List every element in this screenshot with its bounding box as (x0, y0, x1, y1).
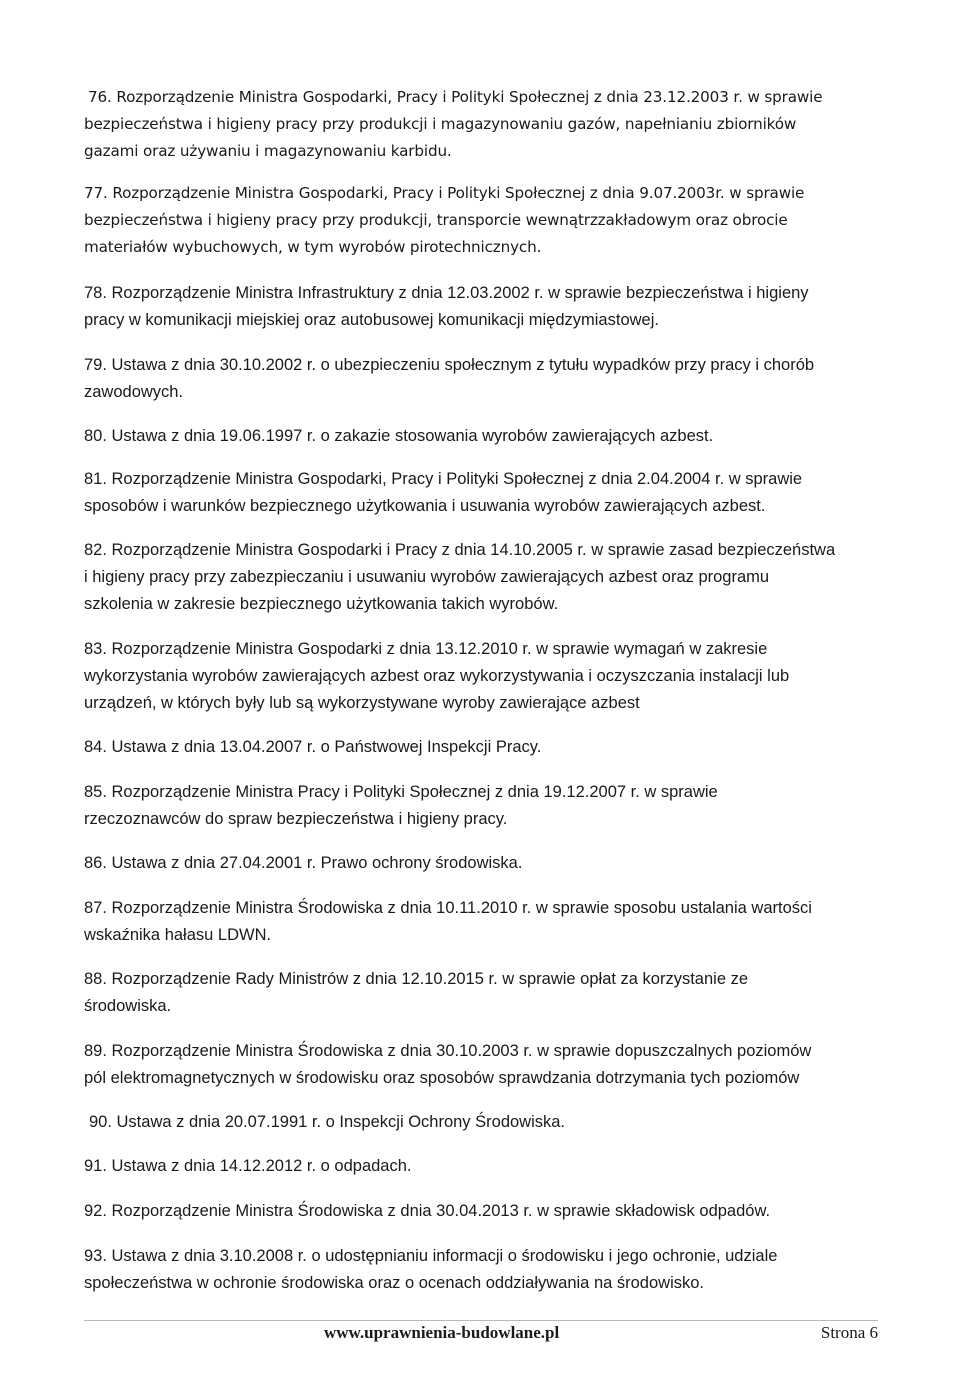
list-item-78 (84, 280, 874, 334)
list-item-line: 93. Ustawa z dnia 3.10.2008 r. o udostępnianiu informacji o środowisku i jego ochronie, udziale (84, 1247, 778, 1265)
list-item-79 (84, 352, 874, 406)
page-footer (84, 1320, 878, 1351)
list-item-line: 82. Rozporządzenie Ministra Gospodarki i Pracy z dnia 14.10.2005 r. w sprawie zasad bezpieczeństwa (84, 541, 836, 559)
list-item-line: pól elektromagnetycznych w środowisku oraz sposobów sprawdzania dotrzymania tych poziomów (84, 1069, 800, 1087)
list-item-93 (84, 1243, 874, 1297)
list-item-line: 87. Rozporządzenie Ministra Środowiska z dnia 10.11.2010 r. w sprawie sposobu ustalania wartości (84, 899, 812, 917)
list-item-line: bezpieczeństwa i higieny pracy przy produkcji, transporcie wewnątrzzakładowym oraz obrocie (84, 211, 788, 229)
list-item-line: 92. Rozporządzenie Ministra Środowiska z dnia 30.04.2013 r. w sprawie składowisk odpadów. (84, 1202, 771, 1220)
list-item-92 (84, 1198, 874, 1225)
list-item-line: 83. Rozporządzenie Ministra Gospodarki z dnia 13.12.2010 r. w sprawie wymagań w zakresie (84, 640, 768, 658)
list-item-line: 84. Ustawa z dnia 13.04.2007 r. o Państwowej Inspekcji Pracy. (84, 738, 542, 756)
list-item-line: szkolenia w zakresie bezpiecznego użytkowania takich wyrobów. (84, 595, 559, 613)
list-item-91 (84, 1153, 874, 1180)
list-item-80 (84, 423, 874, 450)
list-item-line: wskaźnika hałasu LDWN. (84, 926, 272, 944)
list-item-line: 88. Rozporządzenie Rady Ministrów z dnia 12.10.2015 r. w sprawie opłat za korzystanie ze (84, 970, 749, 988)
list-item-line: 81. Rozporządzenie Ministra Gospodarki, Pracy i Polityki Społecznej z dnia 2.04.2004 r. w sprawie (84, 470, 803, 488)
list-item-line: 79. Ustawa z dnia 30.10.2002 r. o ubezpieczeniu społecznym z tytułu wypadków przy pracy i chorób (84, 356, 815, 374)
list-item-89 (84, 1038, 874, 1092)
footer-website-url: www.uprawnienia-budowlane.pl (324, 1323, 560, 1342)
list-item-88 (84, 966, 874, 1020)
list-item-76 (84, 84, 874, 165)
list-item-81 (84, 466, 874, 520)
list-item-87 (84, 895, 874, 949)
list-item-line: 90. Ustawa z dnia 20.07.1991 r. o Inspekcji Ochrony Środowiska. (89, 1113, 566, 1131)
list-item-84 (84, 734, 874, 761)
list-item-line: materiałów wybuchowych, w tym wyrobów pirotechnicznych. (84, 238, 542, 256)
list-item-line: 80. Ustawa z dnia 19.06.1997 r. o zakazie stosowania wyrobów zawierających azbest. (84, 427, 714, 445)
list-item-line: 85. Rozporządzenie Ministra Pracy i Polityki Społecznej z dnia 19.12.2007 r. w sprawie (84, 783, 718, 801)
list-item-line: zawodowych. (84, 383, 184, 401)
list-item-line: sposobów i warunków bezpiecznego użytkowania i usuwania wyrobów zawierających azbest. (84, 497, 766, 515)
list-item-line: środowiska. (84, 997, 172, 1015)
list-item-85 (84, 779, 874, 833)
list-item-line: rzeczoznawców do spraw bezpieczeństwa i higieny pracy. (84, 810, 508, 828)
list-item-line: 86. Ustawa z dnia 27.04.2001 r. Prawo ochrony środowiska. (84, 854, 523, 872)
list-item-line: 76. Rozporządzenie Ministra Gospodarki, Pracy i Polityki Społecznej z dnia 23.12.2003 r. w sprawie (88, 88, 823, 106)
list-item-line: gazami oraz używaniu i magazynowaniu karbidu. (84, 142, 452, 160)
list-item-line: społeczeństwa w ochronie środowiska oraz o ocenach oddziaływania na środowisko. (84, 1274, 704, 1292)
list-item-line: bezpieczeństwa i higieny pracy przy produkcji i magazynowaniu gazów, napełnianiu zbiorników (84, 115, 797, 133)
list-item-line: 89. Rozporządzenie Ministra Środowiska z dnia 30.10.2003 r. w sprawie dopuszczalnych poziomów (84, 1042, 812, 1060)
list-item-line: urządzeń, w których były lub są wykorzystywane wyroby zawierające azbest (84, 694, 640, 712)
list-item-line: i higieny pracy przy zabezpieczaniu i usuwaniu wyrobów zawierających azbest oraz programu (84, 568, 770, 586)
list-item-line: 78. Rozporządzenie Ministra Infrastruktury z dnia 12.03.2002 r. w sprawie bezpieczeństwa i higieny (84, 284, 809, 302)
list-item-line: 77. Rozporządzenie Ministra Gospodarki, Pracy i Polityki Społecznej z dnia 9.07.2003r. w sprawie (84, 184, 805, 202)
list-item-82 (84, 537, 874, 618)
list-item-77 (84, 180, 874, 261)
list-item-90 (84, 1109, 874, 1136)
list-item-83 (84, 636, 874, 717)
list-item-line: wykorzystania wyrobów zawierających azbest oraz wykorzystywania i oczyszczania instalacji lub (84, 667, 790, 685)
page-number: Strona 6 (820, 1323, 878, 1342)
list-item-line: 91. Ustawa z dnia 14.12.2012 r. o odpadach. (84, 1157, 412, 1175)
list-item-line: pracy w komunikacji miejskiej oraz autobusowej komunikacji międzymiastowej. (84, 311, 659, 329)
list-item-86 (84, 850, 874, 877)
